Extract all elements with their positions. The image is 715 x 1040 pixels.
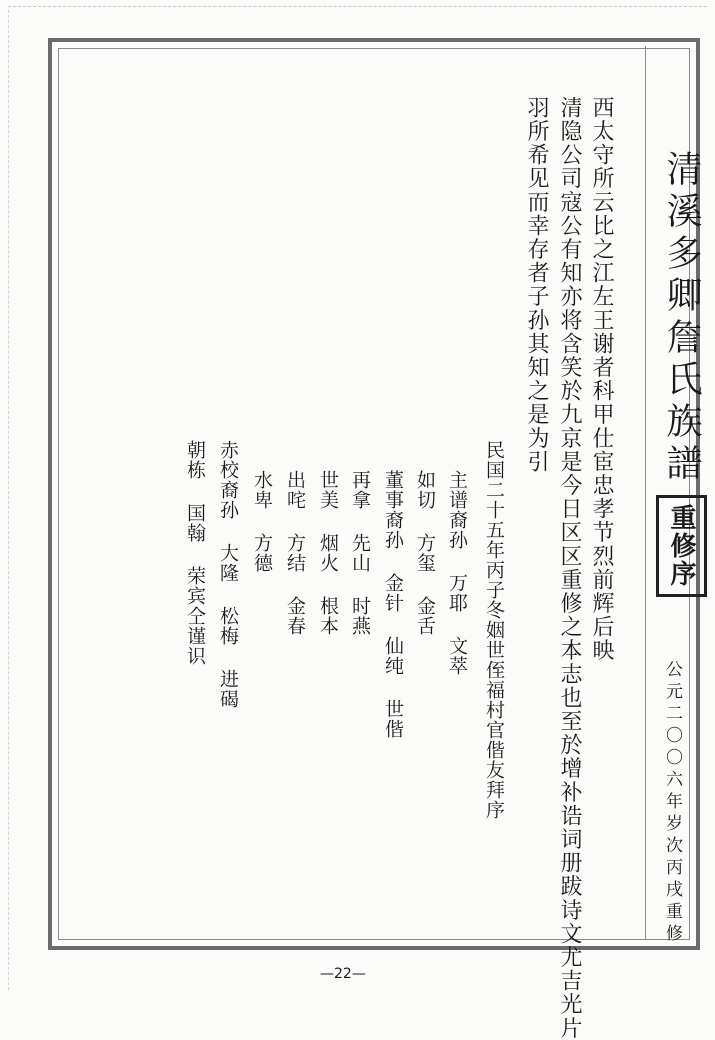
signature-column: 再拿 先山 时燕 [349, 470, 371, 636]
signature-column: 主谱裔孙 万耶 文萃 [446, 470, 468, 676]
signature-column: 朝栋 国翰 荣宾仝谨识 [184, 440, 206, 666]
preface-line: 民国二十五年丙子冬姻世侄福村官偕友拜序 [483, 440, 505, 820]
body-line-3: 羽所希见而幸存者子孙其知之是为引 [524, 96, 549, 474]
signature-column: 如切 方玺 金舌 [414, 470, 436, 636]
title-panel-divider [645, 46, 647, 940]
signature-column: 世美 烟火 根本 [317, 470, 339, 636]
body-line-2: 清隐公司寇公有知亦将含笑於九京是今日区区重修之本志也至於增补诰词册跋诗文尤吉光片 [557, 96, 582, 1040]
signature-column: 董事裔孙 金针 仙纯 世偕 [382, 470, 404, 739]
signature-column: 水卑 方德 [251, 470, 273, 573]
body-line-1: 西太守所云比之江左王谢者科甲仕宦忠孝节烈前辉后映 [589, 96, 614, 663]
page-number: —22— [320, 966, 366, 982]
scan-dash-side [8, 10, 9, 990]
signature-column: 赤校裔孙 大隆 松梅 进碣 [217, 440, 239, 709]
section-title: 重修序 [656, 495, 707, 597]
signature-column: 出咤 方结 金春 [284, 470, 306, 636]
scan-dash-top [8, 6, 707, 7]
book-title: 清溪多卿詹氏族譜 [661, 150, 702, 486]
revision-date: 公元二〇〇六年岁次丙戌重修 [662, 660, 682, 946]
